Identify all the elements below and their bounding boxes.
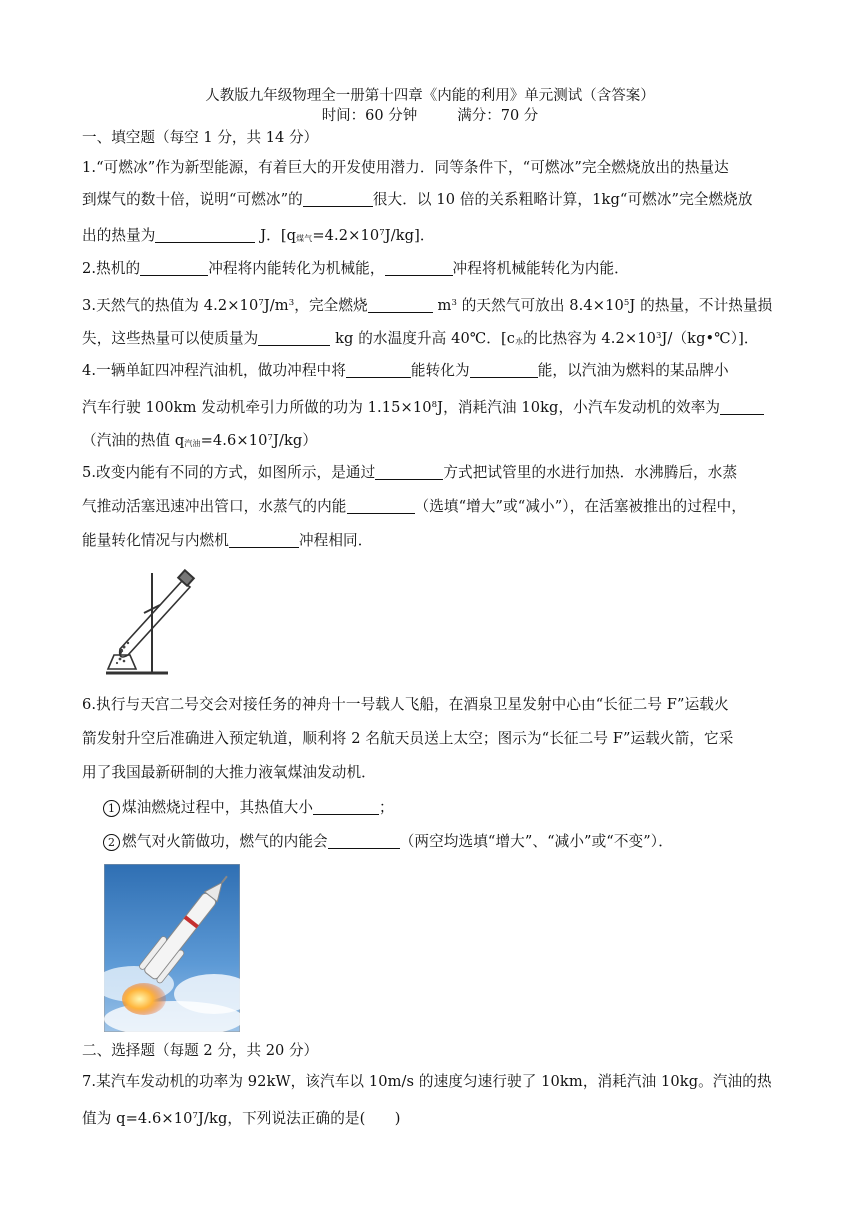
answer-blank[interactable]: [346, 362, 411, 378]
question-4-line-2: 汽车行驶 100km 发动机牵引力所做的功为 $1.15\times 10^8J$，消耗汽油 10kg，小汽车发动机的效率为: [82, 394, 782, 419]
question-2: 2.热机的 冲程将内能转化为机械能， 冲程将机械能转化为内能．: [82, 260, 629, 277]
exam-time: 时间：60 分钟: [321, 108, 418, 124]
question-7-line-1: 7.某汽车发动机的功率为 92kW，该汽车以 10m/s 的速度匀速行驶了 10km，消耗汽油 10kg。汽油的热: [82, 1073, 772, 1090]
answer-blank[interactable]: [470, 362, 538, 378]
exam-score: 满分：70 分: [457, 108, 539, 124]
long-march-rocket-photo: [104, 864, 240, 1032]
answer-blank[interactable]: [229, 532, 299, 548]
answer-blank[interactable]: [375, 464, 443, 480]
question-6-item-1: 1 煤油燃烧过程中，其热值大小 ；: [103, 797, 803, 819]
question-3-line-2: 失，这些热量可以使质量为 kg 的水温度升高 40℃．[c水的比热容为 $4.2\times 10^3J/(kg•℃)$]．: [82, 330, 759, 347]
question-1-line-3: 出的热量为 J．[q煤气$=4.2\times 10^7J/kg$]．: [82, 227, 435, 244]
question-6-item-2: 2 燃气对火箭做功，燃气的内能会 （两空均选填“增大”、“减小”或“不变”）．: [103, 831, 803, 853]
answer-blank[interactable]: [720, 399, 764, 415]
exam-info: [0, 106, 860, 126]
question-6-line-2: 箭发射升空后准确进入预定轨道，顺利将 2 名航天员送上太空；图示为“长征二号 F”运载火箭，它采: [82, 730, 734, 747]
section-heading-multiple-choice: 二、选择题（每题 2 分，共 20 分）: [82, 1042, 319, 1059]
question-4-line-1: 4.一辆单缸四冲程汽油机，做功冲程中将 能转化为 能，以汽油为燃料的某品牌小: [82, 362, 729, 379]
question-1-line-2: 到煤气的数十倍，说明“可燃冰”的 很大．以 10 倍的关系粗略计算，1kg“可燃冰”完全燃烧放: [82, 191, 753, 208]
answer-blank[interactable]: [328, 833, 400, 849]
question-3-line-1: 3.天然气的热值为 $4.2\times 10^7J/m^3$，完全燃烧 $m^3$ 的天然气可放出 $8.4\times 10^5J$ 的热量，不计热量损: [82, 297, 773, 314]
answer-blank[interactable]: [155, 227, 255, 243]
answer-blank[interactable]: [368, 297, 433, 313]
answer-blank[interactable]: [303, 191, 373, 207]
answer-blank[interactable]: [385, 260, 453, 276]
item-number: 1: [103, 800, 120, 817]
question-7-line-2: 值为 $q=4.6\times 10^7J/kg$，下列说法正确的是( ): [82, 1110, 401, 1127]
question-6-line-3: 用了我国最新研制的大推力液氧煤油发动机．: [82, 764, 376, 781]
question-5-line-3: 能量转化情况与内燃机 冲程相同．: [82, 532, 373, 549]
answer-blank[interactable]: [347, 498, 415, 514]
question-1-line-1: 1.“可燃冰”作为新型能源，有着巨大的开发使用潜力．同等条件下，“可燃冰”完全燃烧放出的热量达: [82, 159, 729, 176]
answer-blank[interactable]: [313, 799, 379, 815]
question-5-line-1: 5.改变内能有不同的方式，如图所示，是通过 方式把试管里的水进行加热．水沸腾后，水蒸: [82, 464, 738, 481]
question-5-line-2: 气推动活塞迅速冲出管口，水蒸气的内能 （选填“增大”或“减小”），在活塞被推出的过程中，: [82, 498, 747, 515]
question-4-line-3: （汽油的热值 q汽油$=4.6\times 10^7J/kg$）: [82, 432, 318, 449]
item-number: 2: [103, 834, 120, 851]
section-heading-fill-blank: 一、填空题（每空 1 分，共 14 分）: [82, 129, 319, 146]
answer-blank[interactable]: [258, 330, 330, 346]
test-tube-heating-illustration: [100, 565, 200, 680]
question-6-line-1: 6.执行与天宫二号交会对接任务的神舟十一号载人飞船，在酒泉卫星发射中心由“长征二号 F”运载火: [82, 696, 729, 713]
document-title: 人教版九年级物理全一册第十四章《内能的利用》单元测试（含答案）: [205, 88, 655, 104]
answer-blank[interactable]: [140, 260, 208, 276]
